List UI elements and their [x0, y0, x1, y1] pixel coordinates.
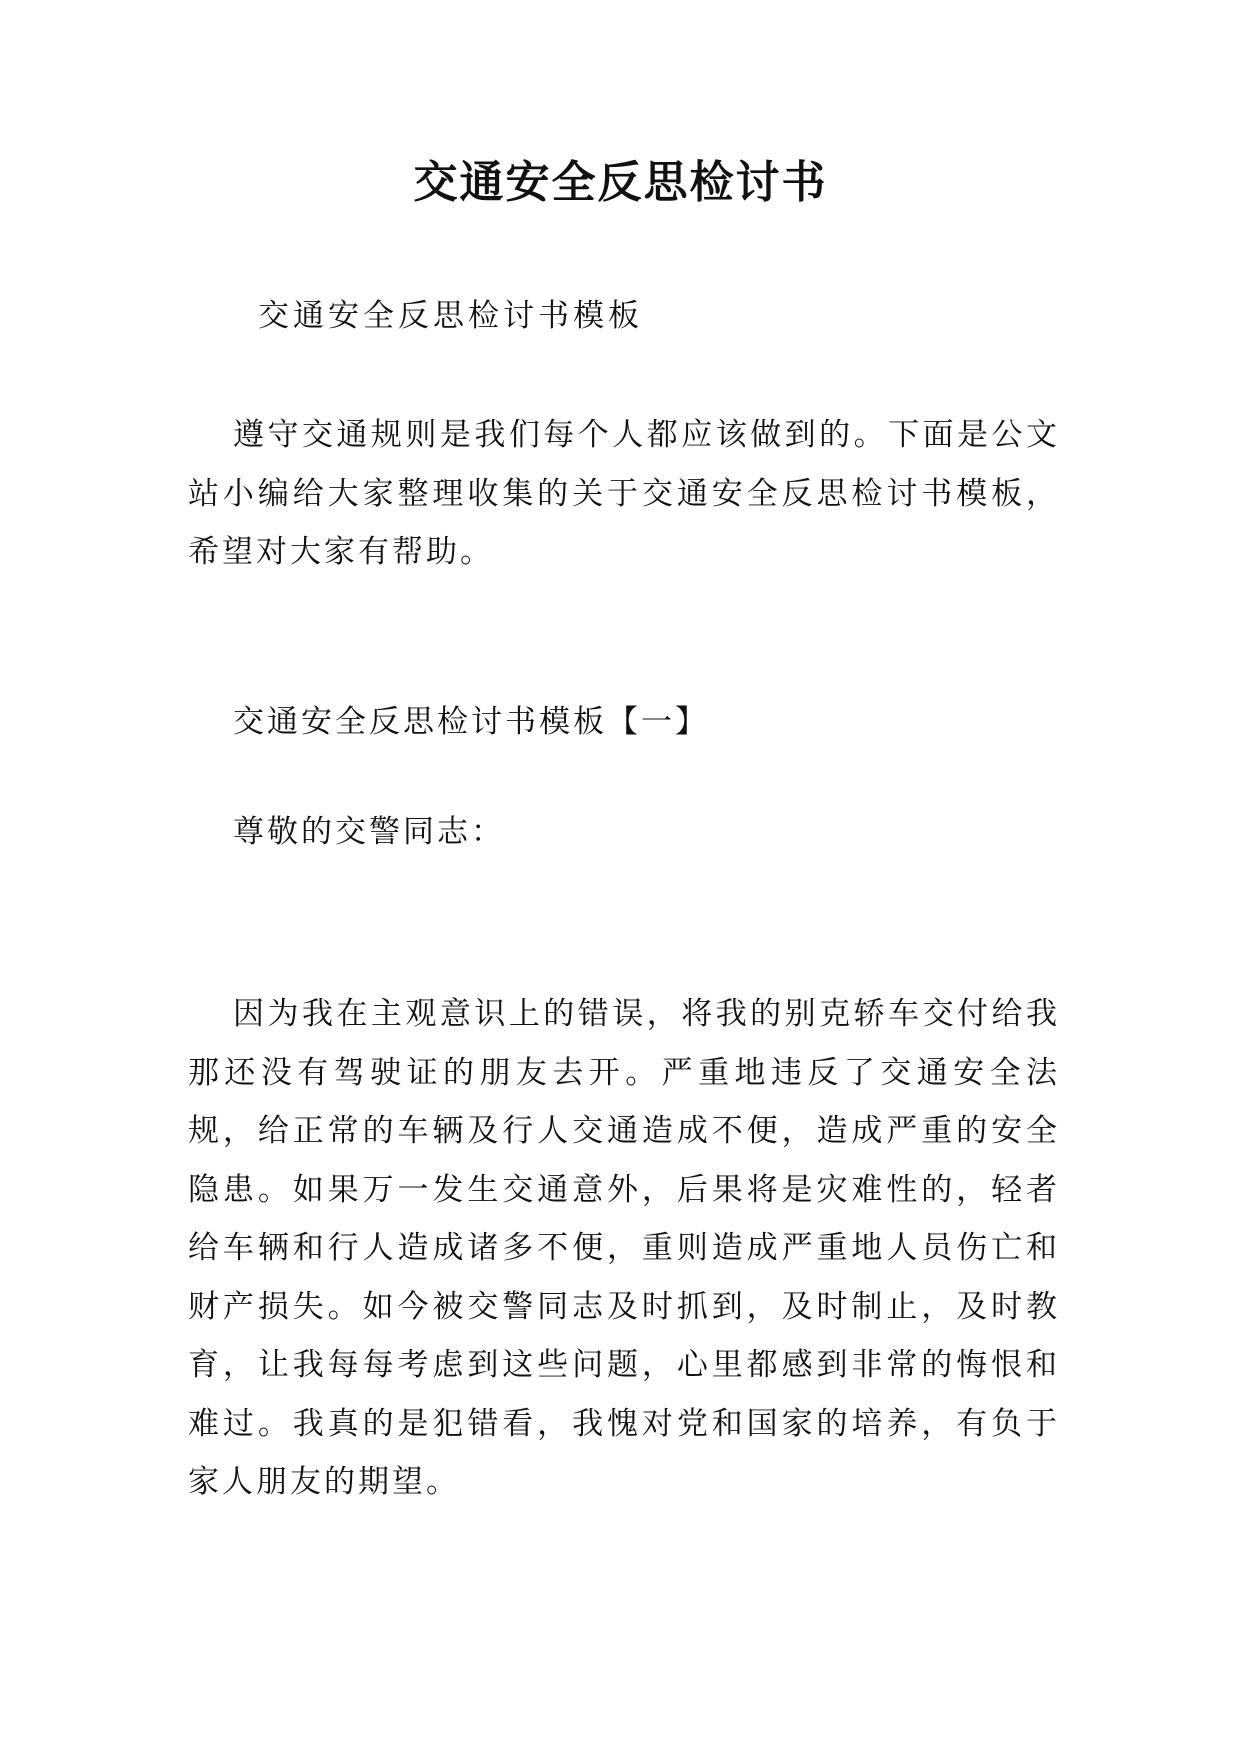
intro-paragraph: 遵守交通规则是我们每个人都应该做到的。下面是公文站小编给大家整理收集的关于交通安全反思检讨书模板，希望对大家有帮助。 [188, 417, 1060, 570]
document-subtitle: 交通安全反思检讨书模板 [258, 298, 643, 334]
document-title: 交通安全反思检讨书 [413, 157, 828, 208]
body-paragraph: 因为我在主观意识上的错误，将我的别克轿车交付给我那还没有驾驶证的朋友去开。严重地违反了交通安全法规，给正常的车辆及行人交通造成不便，造成严重的安全隐患。如果万一发生交通意外，后果将是灾难性的，轻者给车辆和行人造成诸多不便，重则造成严重地人员伤亡和财产损失。如今被交警同志及时抓到，及时制止，及时教育，让我每每考虑到这些问题，心里都感到非常的悔恨和难过。我真的是犯错看，我愧对党和国家的培养，有负于家人朋友的期望。 [188, 996, 1060, 1500]
section-heading: 交通安全反思检讨书模板【一】 [233, 704, 709, 740]
salutation: 尊敬的交警同志： [233, 814, 505, 850]
